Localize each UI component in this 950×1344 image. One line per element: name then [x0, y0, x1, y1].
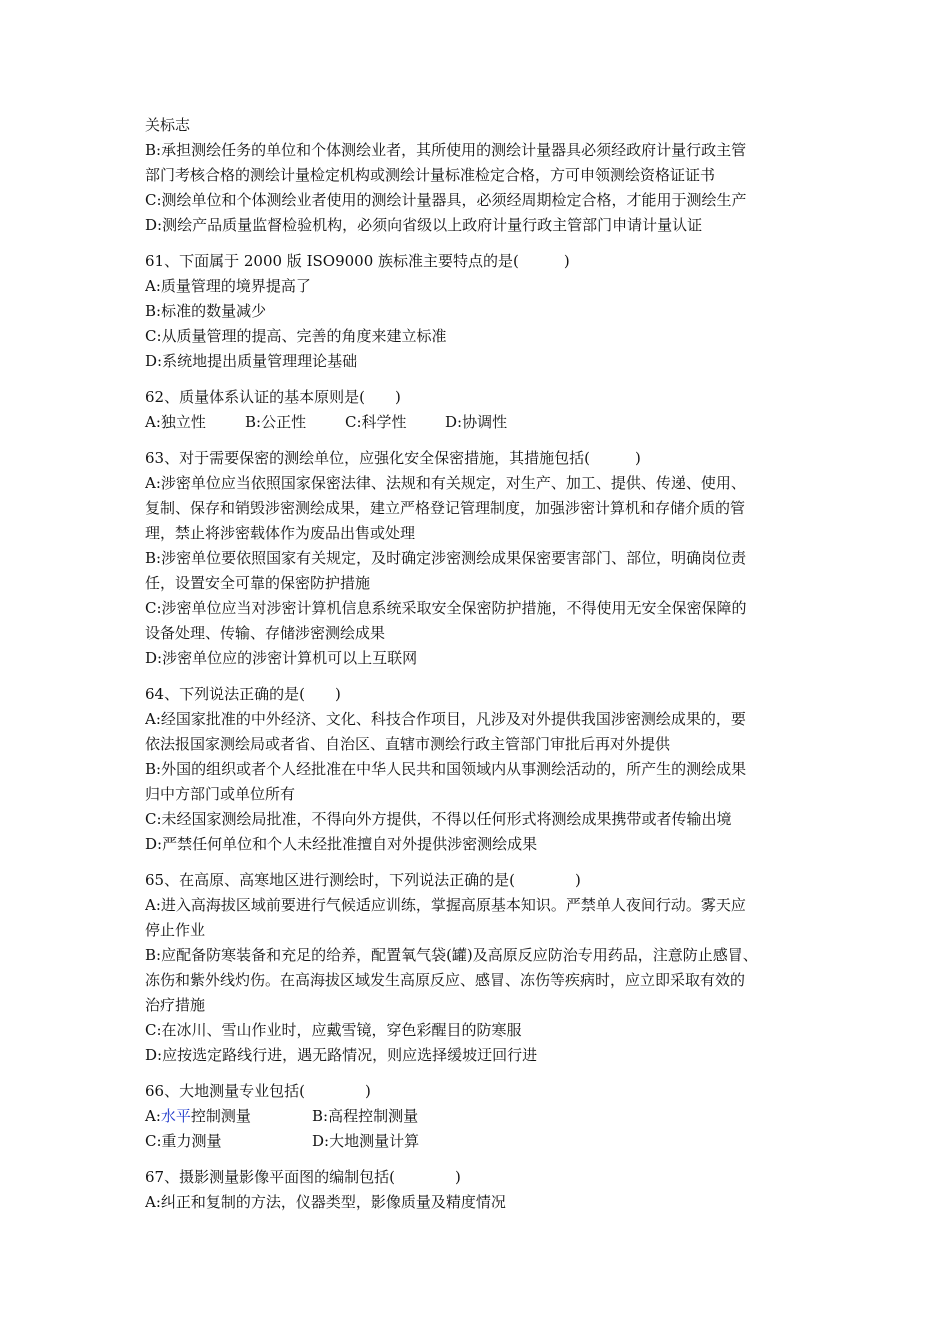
question-63	[145, 446, 815, 671]
option-a: A:独立性	[145, 413, 206, 431]
text-line: 设备处理、传输、存储涉密测绘成果	[145, 624, 386, 642]
question-65	[145, 868, 815, 1068]
text-line: 关标志	[145, 116, 191, 134]
intro-block	[145, 113, 815, 238]
options-row	[145, 1129, 815, 1154]
text-line: A:进入高海拔区域前要进行气候适应训练，掌握高原基本知识。严禁单人夜间行动。雾天应	[145, 896, 746, 914]
text-line: A:涉密单位应当依照国家保密法律、法规和有关规定，对生产、加工、提供、传递、使用、	[145, 474, 746, 492]
text-line: D:测绘产品质量监督检验机构，必须向省级以上政府计量行政主管部门申请计量认证	[145, 216, 703, 234]
text-line: 停止作业	[145, 921, 206, 939]
option-b: B:高程控制测量	[312, 1107, 419, 1125]
text-line: C:在冰川、雪山作业时，应戴雪镜，穿色彩醒目的防寒服	[145, 1021, 522, 1039]
question-61	[145, 249, 815, 374]
question-text: 65、在高原、高寒地区进行测绘时，下列说法正确的是( )	[145, 871, 581, 889]
text-line: D:应按选定路线行进，遇无路情况，则应选择缓坡迂回行进	[145, 1046, 538, 1064]
text-line: D:涉密单位应的涉密计算机可以上互联网	[145, 649, 418, 667]
text-line: 复制、保存和销毁涉密测绘成果，建立严格登记管理制度，加强涉密计算机和存储介质的管	[145, 499, 746, 517]
text-line: D:严禁任何单位和个人未经批准擅自对外提供涉密测绘成果	[145, 835, 538, 853]
option-d: D:大地测量计算	[312, 1132, 420, 1150]
text-line: 任，设置安全可靠的保密防护措施	[145, 574, 371, 592]
text-line: 依法报国家测绘局或者省、自治区、直辖市测绘行政主管部门审批后再对外提供	[145, 735, 671, 753]
option-d: D:系统地提出质量管理理论基础	[145, 352, 358, 370]
question-text: 62、质量体系认证的基本原则是( )	[145, 388, 401, 406]
option-c: C:从质量管理的提高、完善的角度来建立标准	[145, 327, 447, 345]
question-text: 66、大地测量专业包括( )	[145, 1082, 371, 1100]
text-line: 冻伤和紫外线灼伤。在高海拔区域发生高原反应、感冒、冻伤等疾病时，应立即采取有效的	[145, 971, 746, 989]
text-line: B:应配备防寒装备和充足的给养，配置氧气袋(罐)及高原反应防治专用药品，注意防止感冒、	[145, 946, 758, 964]
option-a	[145, 1104, 312, 1129]
text-line: 治疗措施	[145, 996, 206, 1014]
question-66	[145, 1079, 815, 1154]
option-b: B:公正性	[245, 413, 307, 431]
text-line: 部门考核合格的测绘计量检定机构或测绘计量标准检定合格，方可申领测绘资格证证书	[145, 166, 716, 184]
question-text: 61、下面属于 2000 版 ISO9000 族标准主要特点的是( )	[145, 252, 570, 270]
question-62	[145, 385, 815, 435]
question-text: 64、下列说法正确的是( )	[145, 685, 341, 703]
question-text: 63、对于需要保密的测绘单位，应强化安全保密措施，其措施包括( )	[145, 449, 641, 467]
option-d: D:协调性	[445, 413, 508, 431]
question-67	[145, 1165, 815, 1215]
question-text: 67、摄影测量影像平面图的编制包括( )	[145, 1168, 461, 1186]
option-a-rest: 控制测量	[190, 1107, 251, 1125]
options-row	[145, 410, 815, 435]
options-row	[145, 1104, 815, 1129]
option-c: C:重力测量	[145, 1132, 222, 1150]
text-line: A:经国家批准的中外经济、文化、科技合作项目，凡涉及对外提供我国涉密测绘成果的，要	[145, 710, 746, 728]
option-a-link[interactable]: 水平	[160, 1107, 191, 1125]
option-a: A:质量管理的境界提高了	[145, 277, 311, 295]
option-b: B:标准的数量减少	[145, 302, 267, 320]
text-line: 归中方部门或单位所有	[145, 785, 296, 803]
question-64	[145, 682, 815, 857]
text-line: B:涉密单位要依照国家有关规定，及时确定涉密测绘成果保密要害部门、部位，明确岗位责	[145, 549, 747, 567]
text-line: C:涉密单位应当对涉密计算机信息系统采取安全保密防护措施，不得使用无安全保密保障的	[145, 599, 747, 617]
text-line: B:外国的组织或者个人经批准在中华人民共和国领域内从事测绘活动的，所产生的测绘成果	[145, 760, 747, 778]
text-line: C:测绘单位和个体测绘业者使用的测绘计量器具，必须经周期检定合格，才能用于测绘生产	[145, 191, 747, 209]
text-line: C:未经国家测绘局批准，不得向外方提供，不得以任何形式将测绘成果携带或者传输出境	[145, 810, 732, 828]
text-line: 理，禁止将涉密载体作为废品出售或处理	[145, 524, 416, 542]
text-line: B:承担测绘任务的单位和个体测绘业者，其所使用的测绘计量器具必须经政府计量行政主管	[145, 141, 747, 159]
option-a-prefix: A:	[145, 1107, 161, 1125]
option-a: A:纠正和复制的方法，仪器类型，影像质量及精度情况	[145, 1193, 506, 1211]
page-content	[145, 113, 815, 1215]
option-c: C:科学性	[345, 413, 407, 431]
